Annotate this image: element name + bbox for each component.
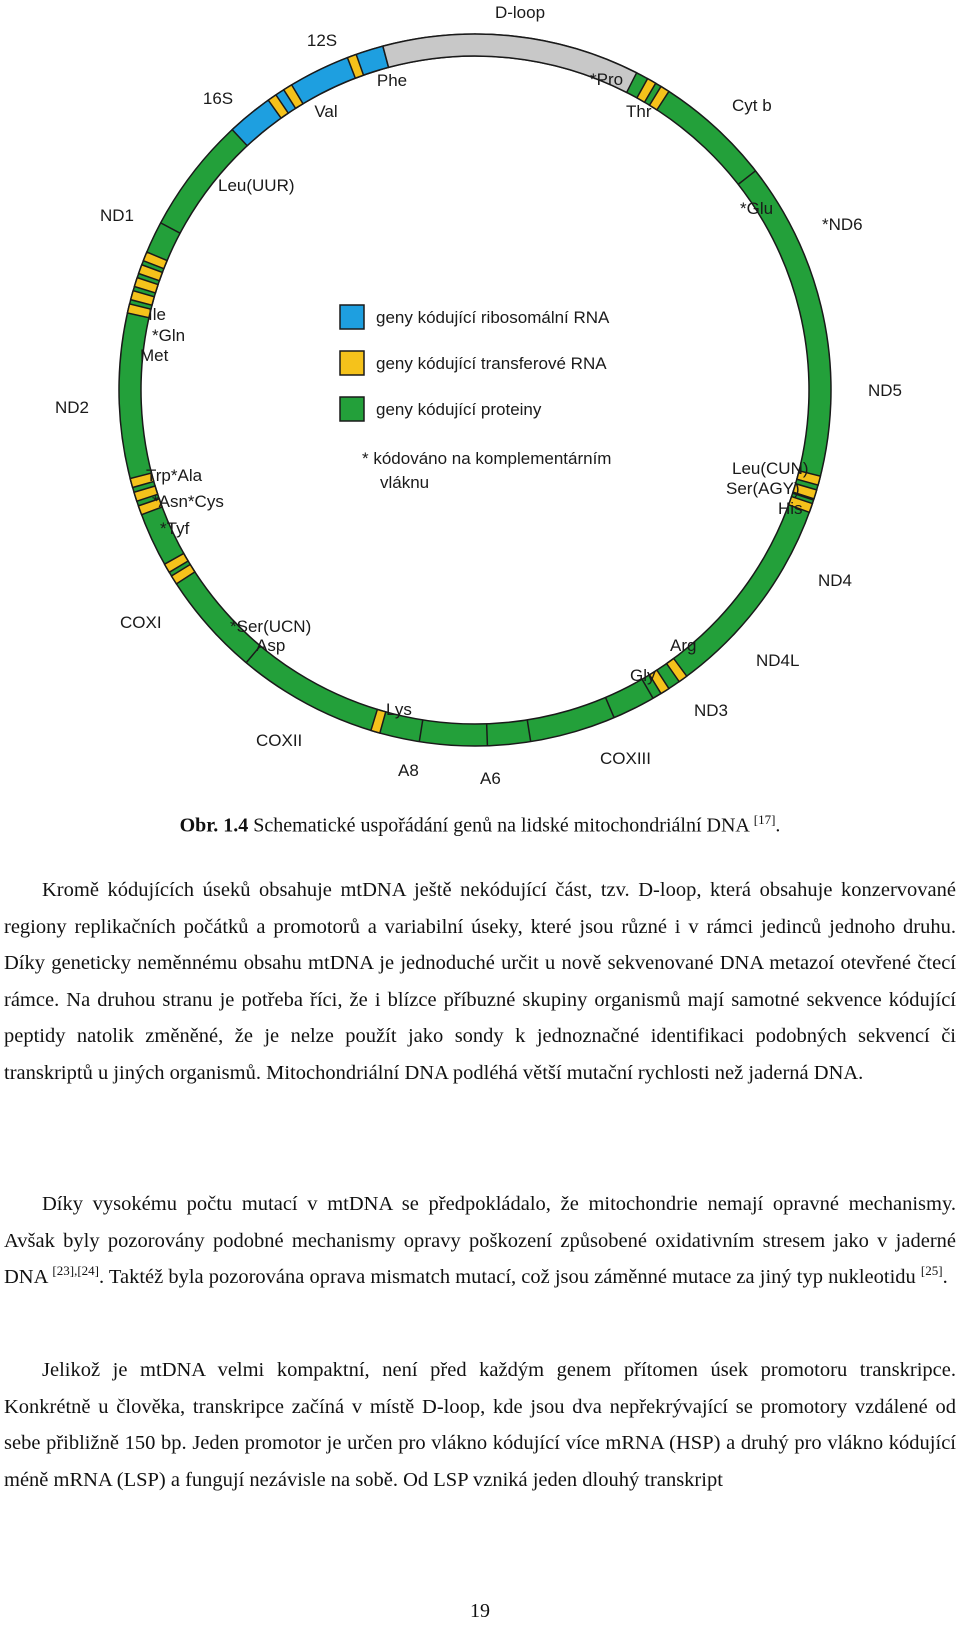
paragraph-2-text-a: Díky vysokému počtu mutací v mtDNA se předpokládalo, že mitochondrie nemají opravné mechanismy. Avšak byly pozorovány podobné mechanismy opravy poškození způsobené oxidativním stresem jako v jaderné DNA	[4, 1193, 956, 1288]
legend	[340, 305, 611, 492]
caption-text: Schematické uspořádání genů na lidské mitochondriální DNA	[248, 814, 754, 837]
label-coxi: COXI	[120, 613, 162, 632]
page-number: 19	[470, 1600, 490, 1622]
label-cytb: Cyt b	[732, 96, 772, 115]
label-pro-name: Pro	[596, 70, 624, 89]
legend-swatch-trna	[340, 351, 364, 375]
label-coxiii: COXIII	[600, 749, 652, 768]
legend-swatch-protein	[340, 397, 364, 421]
label-pro: *Pro	[590, 70, 624, 89]
label-glu: *Glu	[740, 199, 774, 218]
caption-end: .	[775, 814, 781, 837]
label-gly: Gly	[630, 666, 656, 685]
label-nd1: ND1	[100, 206, 135, 225]
label-tyf: *Tyf	[160, 519, 190, 538]
mtdna-map-figure	[0, 0, 960, 790]
label-met: Met	[140, 346, 169, 365]
label-serucn: *Ser(UCN)	[230, 617, 312, 636]
paragraph-1	[4, 872, 956, 1091]
paragraph-2-ref-2: [25]	[920, 1263, 943, 1279]
label-nd4l: ND4L	[756, 651, 800, 670]
ring-protein-base	[119, 34, 831, 746]
label-asn: *Asn*Cys	[152, 492, 224, 511]
paragraph-2-ref-1: [23],[24]	[52, 1263, 99, 1279]
label-nd6-name: ND6	[828, 215, 863, 234]
label-leucun: Leu(CUN)	[732, 459, 809, 478]
label-asn-name: Asn	[158, 492, 188, 511]
mtdna-ring	[119, 34, 831, 746]
label-glu-name: Glu	[746, 199, 774, 218]
label-val: Val	[314, 102, 338, 121]
label-leuuur: Leu(UUR)	[218, 176, 295, 195]
label-coxii: COXII	[256, 731, 303, 750]
label-ala-name: Ala	[177, 466, 203, 485]
legend-protein: geny kódující proteiny	[376, 400, 542, 419]
gene-boundary	[487, 724, 488, 746]
paragraph-2	[4, 1186, 956, 1296]
label-a6: A6	[480, 769, 501, 788]
paragraph-2-text-b: . Taktéž byla pozorována oprava mismatch mutací, což jsou záměnné mutace za jiný typ nukleotidu	[99, 1266, 921, 1288]
label-dloop: D-loop	[494, 3, 546, 22]
label-nd5: ND5	[868, 381, 903, 400]
label-gln: *Gln	[152, 326, 186, 345]
label-seragy: Ser(AGY)	[726, 479, 800, 498]
label-his: His	[778, 499, 803, 518]
legend-note-line2: vláknu	[380, 473, 430, 492]
label-nd3: ND3	[694, 701, 729, 720]
label-asp: Asp	[256, 636, 286, 655]
caption-label: Obr. 1.4	[179, 814, 249, 837]
legend-rrna: geny kódující ribosomální RNA	[376, 308, 610, 327]
label-ile: Ile	[148, 305, 166, 324]
paragraph-2-text-c: .	[942, 1266, 948, 1288]
label-lys: Lys	[386, 700, 412, 719]
label-12s: 12S	[306, 31, 338, 50]
label-16s: 16S	[202, 89, 234, 108]
paragraph-3	[4, 1352, 956, 1498]
legend-trna: geny kódující transferové RNA	[376, 354, 607, 373]
legend-note-line1: * kódováno na komplementárním	[362, 449, 612, 468]
figure-caption	[0, 812, 960, 838]
label-a8: A8	[398, 761, 419, 780]
label-arg: Arg	[670, 636, 697, 655]
label-tyf-name: Tyf	[166, 519, 190, 538]
label-trp-name: Trp	[146, 466, 171, 485]
paragraph-1-text: Kromě kódujících úseků obsahuje mtDNA ještě nekódující část, tzv. D-loop, která obsahuje konzervované regiony replikačních počátků a promotorů a variabilní úseky, které jsou různé i v rámci jedinců jednoho druhu. Díky geneticky neměnnému obsahu mtDNA je jednoduché určit u nově sekvenované DNA metazoí otevřené čtecí rámce. Na druhou stranu je potřeba říci, že i blízce příbuzné skupiny organismů mají samotné sekvence kódující peptidy natolik změněné, že je nelze použít jako sondy k jednoznačné identifikaci podobných sekvencí či transkriptů u jiných organismů. Mitochondriální DNA podléhá větší mutační rychlosti než jaderná DNA.	[4, 879, 956, 1084]
label-nd6: *ND6	[822, 215, 863, 234]
label-phe: Phe	[376, 71, 408, 90]
segment-16s-12s-rrna	[232, 46, 388, 146]
paragraph-3-text: Jelikož je mtDNA velmi kompaktní, není před každým genem přítomen úsek promotoru transkripce. Konkrétně u člověka, transkripce začíná v místě D-loop, kde jsou dva nepřekrývající se promotory vzdálené od sebe přibližně 150 bp. Jeden promotor je určen pro vlákno kódující více mRNA (HSP) a druhý pro vlákno kódující méně mRNA (LSP) a fungují nezávisle na sobě. Od LSP vzniká jeden dlouhý transkript	[4, 1359, 956, 1491]
label-serucn-name: Ser(UCN)	[236, 617, 312, 636]
caption-ref: [17]	[753, 812, 776, 827]
label-trp: Trp*Ala	[146, 466, 203, 485]
label-nd4: ND4	[818, 571, 853, 590]
label-nd2: ND2	[55, 398, 90, 417]
label-cys-name: Cys	[194, 492, 224, 511]
legend-swatch-rrna	[340, 305, 364, 329]
label-thr: Thr	[626, 102, 652, 121]
label-gln-name: Gln	[158, 326, 186, 345]
